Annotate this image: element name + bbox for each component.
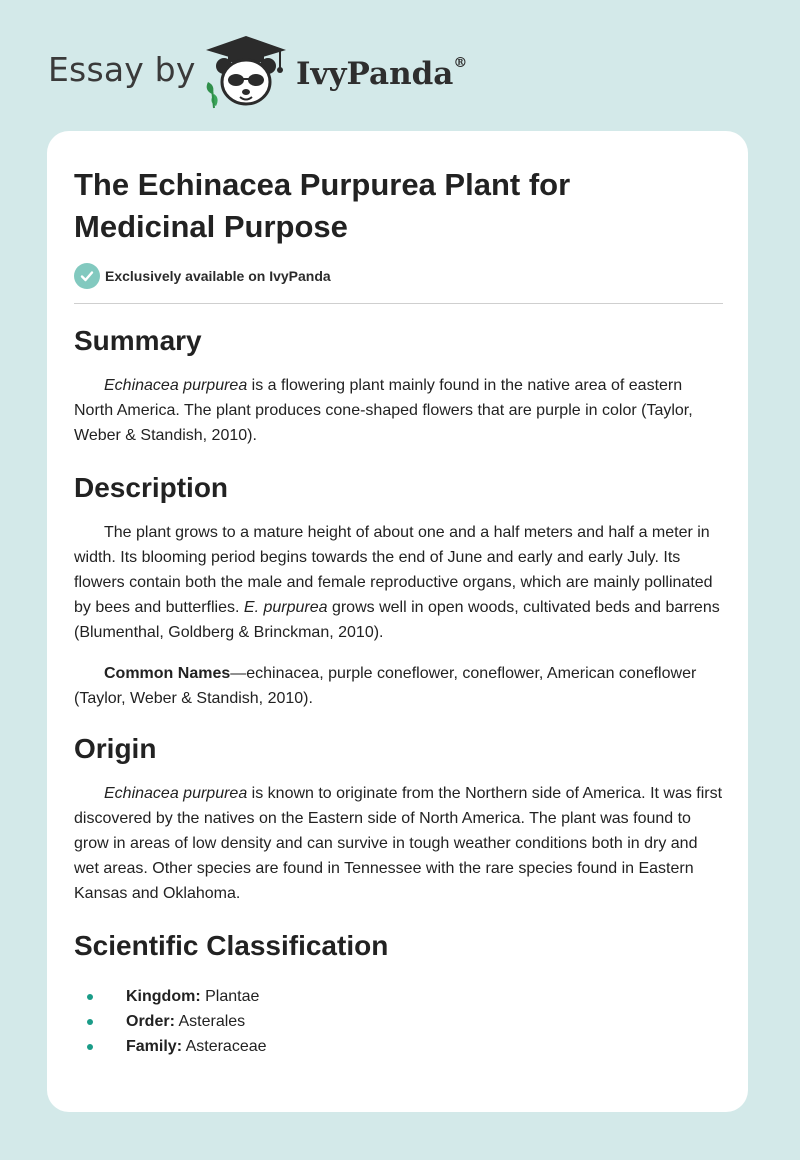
section-heading: Origin: [74, 733, 157, 764]
paragraph-text: is known to originate from the Northern side of America. It was first discovered by the natives on the Eastern side of North America. The plant was found to grow in areas of low density and can survive in tough weather conditions both in dry and wet areas. Other species are found in Tennessee with the rare species found in Eastern Kansas and Oklahoma.: [74, 785, 723, 902]
bullet-icon: [87, 1019, 93, 1025]
panda-graduate-logo-icon[interactable]: [200, 32, 292, 110]
list-item: [74, 1009, 724, 1034]
classification-list: [74, 984, 724, 1059]
section-heading: Summary: [74, 325, 202, 356]
brand-prefix: Essay by: [48, 50, 196, 89]
item-value: Asterales: [174, 1013, 246, 1030]
list-item: [74, 1034, 724, 1059]
article-body: [74, 321, 724, 1059]
paragraph-text: is a flowering plant mainly found in the native area of eastern North America. The plant produces cone-shaped flowers that are purple in color (Taylor, Weber & Standish, 2010).: [74, 377, 693, 444]
article-title: The Echinacea Purpurea Plant for Medicinal Purpose: [74, 167, 571, 244]
section-heading: Scientific Classification: [74, 930, 389, 961]
paragraph: [74, 373, 724, 448]
paragraph-text: grows well in open woods, cultivated beds and barrens (Blumenthal, Goldberg & Brinckman, 2010).: [74, 599, 720, 641]
scientific-name: E. purpurea: [243, 599, 328, 616]
bullet-icon: [87, 1044, 93, 1050]
list-item: [74, 984, 724, 1009]
item-value: Asteraceae: [182, 1038, 267, 1055]
site-header: [0, 0, 800, 120]
brand-name[interactable]: [296, 56, 467, 92]
section-summary: [74, 321, 724, 448]
section-heading: Description: [74, 472, 229, 503]
item-value: Plantae: [200, 988, 260, 1005]
paragraph: [74, 661, 724, 711]
divider: [74, 303, 723, 304]
exclusive-label: Exclusively available on IvyPanda: [105, 268, 331, 284]
item-label: Family:: [126, 1038, 183, 1055]
registered-mark: ®: [453, 54, 468, 71]
paragraph: [74, 781, 724, 906]
paragraph-text: The plant grows to a mature height of about one and a half meters and half a meter in width. Its blooming period begins towards the end of June and early and early July. Its flowers contain both the male and female reproductive organs, which are mainly pollinated by bees and butterflies.: [74, 524, 713, 616]
paragraph: [74, 520, 724, 645]
section-origin: [74, 729, 724, 906]
paragraph-text: —echinacea, purple coneflower, coneflower, American coneflower (Taylor, Weber & Standish, 2010).: [74, 665, 697, 707]
check-circle-icon: [74, 263, 100, 289]
exclusive-badge: [74, 263, 331, 289]
term-label: Common Names: [104, 665, 231, 682]
bullet-icon: [87, 994, 93, 1000]
scientific-name: Echinacea purpurea: [104, 785, 248, 802]
brand-name-text: IvyPanda: [296, 56, 454, 92]
item-label: Kingdom:: [126, 988, 201, 1005]
article-card: [47, 131, 748, 1112]
section-description: [74, 468, 724, 711]
scientific-name: Echinacea purpurea: [104, 377, 248, 394]
section-classification: [74, 926, 724, 1059]
item-label: Order:: [126, 1013, 175, 1030]
